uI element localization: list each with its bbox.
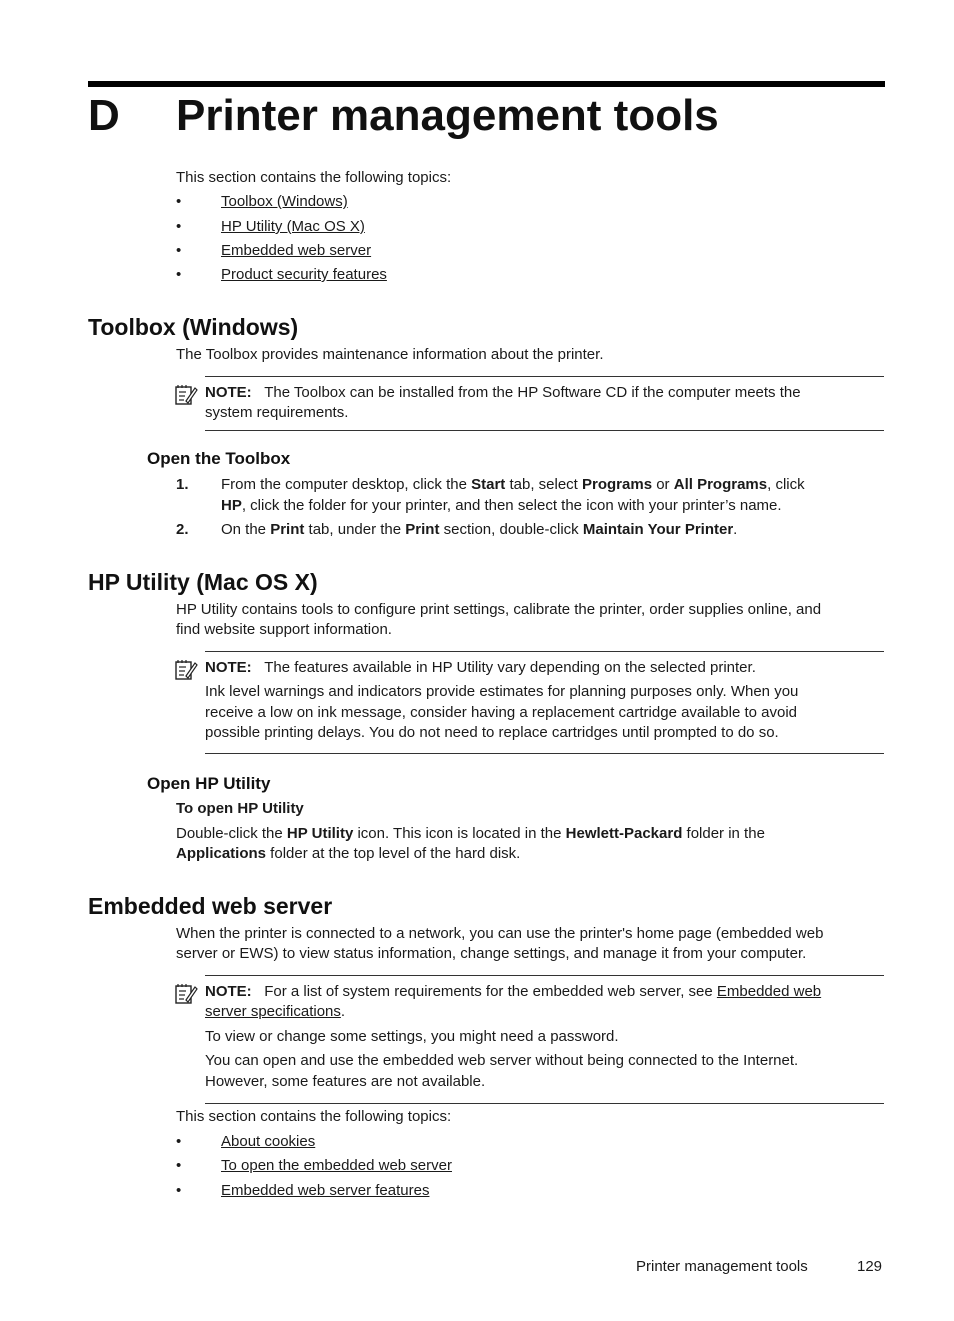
note-bottom-rule bbox=[205, 753, 884, 754]
ews-topics-text: This section contains the following topics: bbox=[176, 1108, 452, 1125]
topic-link-about-cookies[interactable]: About cookies bbox=[221, 1133, 316, 1150]
ews-specs-link[interactable]: server specifications bbox=[205, 1003, 341, 1020]
topic-link-ews-features[interactable]: Embedded web server features bbox=[221, 1182, 430, 1199]
note-label: NOTE: bbox=[205, 659, 252, 676]
subsection-heading-open-toolbox: Open the Toolbox bbox=[147, 449, 291, 468]
section-heading-ews: Embedded web server bbox=[88, 893, 333, 919]
bullet: • bbox=[176, 266, 182, 283]
note-line: possible printing delays. You do not need to replace cartridges until prompted to do so. bbox=[205, 724, 779, 741]
procedure-heading: To open HP Utility bbox=[176, 800, 304, 817]
note-line: system requirements. bbox=[205, 404, 349, 421]
note-line: The features available in HP Utility vary depending on the selected printer. bbox=[264, 659, 756, 676]
note-line: receive a low on ink message, consider having a replacement cartridge available to avoid bbox=[205, 704, 797, 721]
step-number: 2. bbox=[176, 521, 189, 538]
note-icon bbox=[174, 383, 198, 407]
note-top-rule bbox=[205, 975, 884, 976]
intro-text: This section contains the following topics: bbox=[176, 169, 452, 186]
page-number: 129 bbox=[857, 1258, 883, 1275]
hp-utility-text: HP Utility contains tools to configure print settings, calibrate the printer, order supplies online, and bbox=[176, 601, 822, 618]
subsection-heading-open-hp-utility: Open HP Utility bbox=[147, 774, 271, 793]
ews-text: When the printer is connected to a network, you can use the printer's home page (embedded web bbox=[176, 925, 824, 942]
hp-utility-body: Double-click the HP Utility icon. This icon is located in the Hewlett-Packard folder in the bbox=[176, 825, 765, 842]
chapter-top-rule bbox=[88, 81, 885, 87]
topic-link-security[interactable]: Product security features bbox=[221, 266, 387, 283]
chapter-title: Printer management tools bbox=[176, 91, 719, 140]
toolbox-text: The Toolbox provides maintenance information about the printer. bbox=[176, 346, 604, 363]
bullet: • bbox=[176, 1182, 182, 1199]
step-text: HP, click the folder for your printer, and then select the icon with your printer’s name. bbox=[221, 497, 782, 514]
footer-title: Printer management tools bbox=[636, 1258, 808, 1275]
bullet: • bbox=[176, 193, 182, 210]
note-text: NOTE: For a list of system requirements for the embedded web server, see Embedded web bbox=[205, 983, 822, 1000]
note-line: Ink level warnings and indicators provide estimates for planning purposes only. When you bbox=[205, 683, 799, 700]
note-text: server specifications. bbox=[205, 1003, 346, 1020]
chapter-letter: D bbox=[88, 91, 120, 140]
section-heading-toolbox: Toolbox (Windows) bbox=[88, 314, 299, 340]
note-label: NOTE: bbox=[205, 983, 252, 1000]
note-line: However, some features are not available. bbox=[205, 1073, 486, 1090]
note-top-rule bbox=[205, 376, 884, 377]
step-number: 1. bbox=[176, 476, 189, 493]
topic-link-open-ews[interactable]: To open the embedded web server bbox=[221, 1157, 452, 1174]
topic-link-hp-utility[interactable]: HP Utility (Mac OS X) bbox=[221, 218, 365, 235]
section-heading-hp-utility: HP Utility (Mac OS X) bbox=[88, 569, 318, 595]
note-line: To view or change some settings, you might need a password. bbox=[205, 1028, 619, 1045]
note-bottom-rule bbox=[205, 1103, 884, 1104]
note-text bbox=[205, 382, 884, 403]
topic-link-ews[interactable]: Embedded web server bbox=[221, 242, 372, 259]
ews-text: server or EWS) to view status information, change settings, and manage it from your computer. bbox=[176, 945, 807, 962]
note-text bbox=[205, 657, 884, 678]
topic-link-toolbox[interactable]: Toolbox (Windows) bbox=[221, 193, 348, 210]
hp-utility-text: find website support information. bbox=[176, 621, 392, 638]
ews-specs-link[interactable]: Embedded web bbox=[716, 983, 822, 1000]
note-label: NOTE: bbox=[205, 384, 252, 401]
step-text: From the computer desktop, click the Start tab, select Programs or All Programs, click bbox=[221, 476, 805, 493]
note-line: You can open and use the embedded web server without being connected to the Internet. bbox=[205, 1052, 799, 1069]
note-top-rule bbox=[205, 651, 884, 652]
bullet: • bbox=[176, 1133, 182, 1150]
bullet: • bbox=[176, 218, 182, 235]
note-line: The Toolbox can be installed from the HP Software CD if the computer meets the bbox=[264, 384, 801, 401]
bullet: • bbox=[176, 1157, 182, 1174]
note-icon bbox=[174, 658, 198, 682]
hp-utility-body: Applications folder at the top level of the hard disk. bbox=[176, 845, 521, 862]
note-icon bbox=[174, 982, 198, 1006]
bullet: • bbox=[176, 242, 182, 259]
note-bottom-rule bbox=[205, 430, 884, 431]
step-text: On the Print tab, under the Print section, double-click Maintain Your Printer. bbox=[221, 521, 738, 538]
